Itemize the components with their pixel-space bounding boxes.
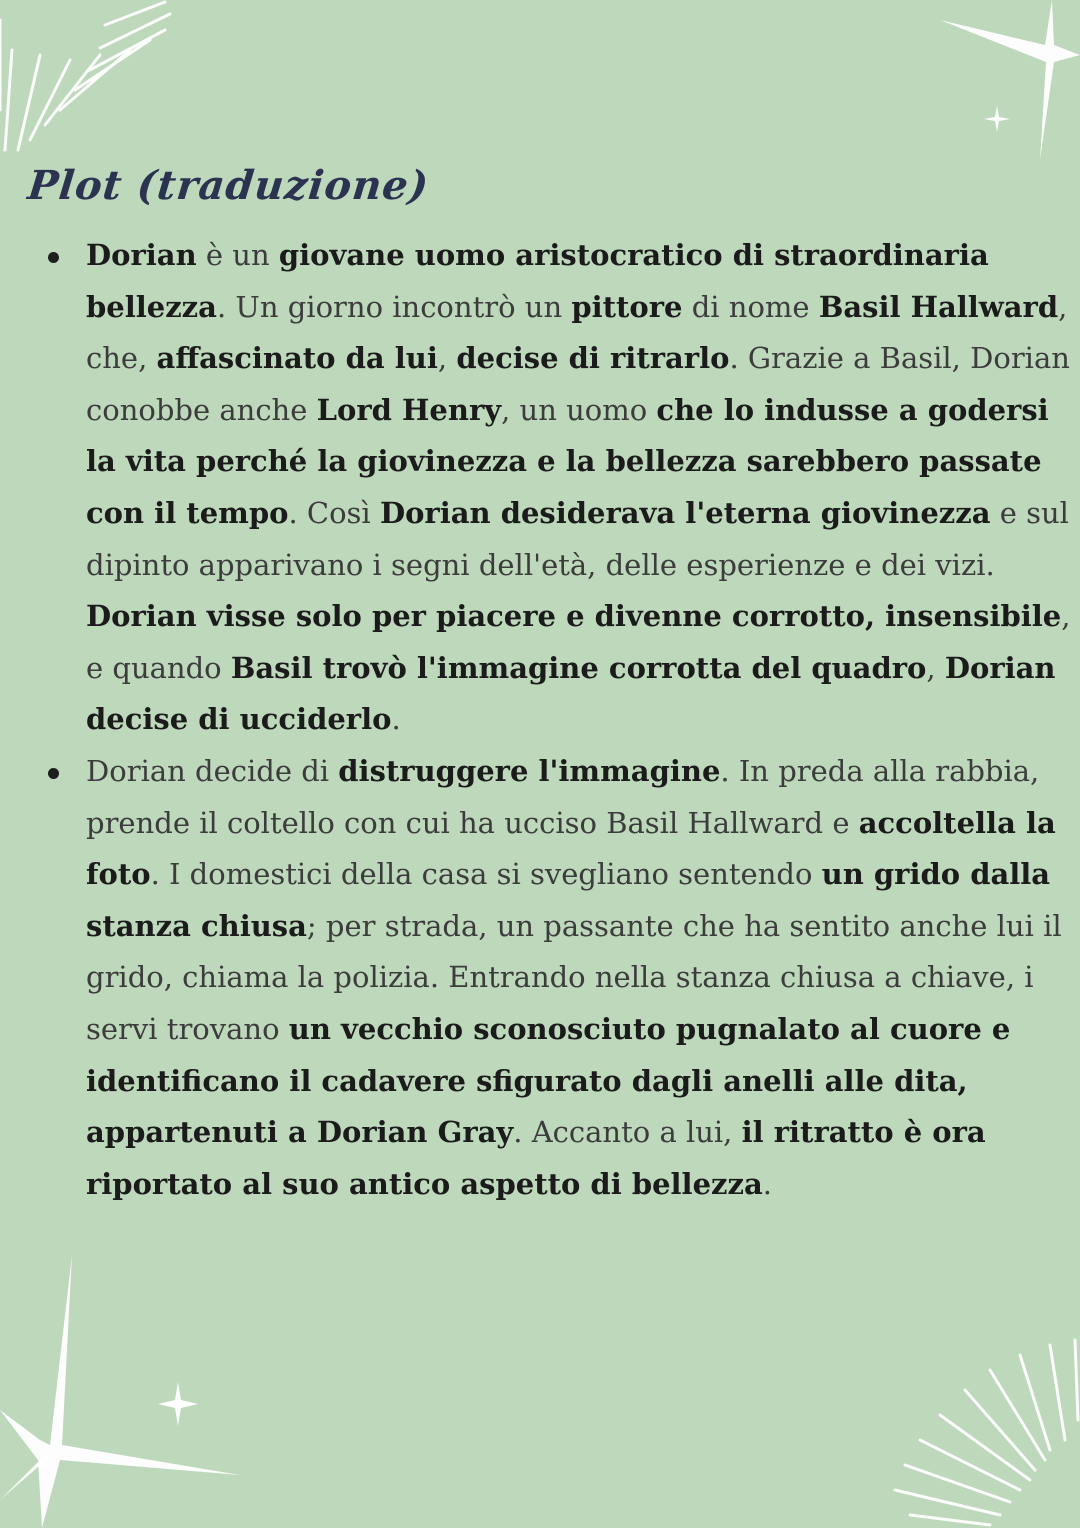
bullet-dot-icon — [48, 252, 59, 263]
text-segment: . — [762, 1166, 772, 1201]
text-segment: di nome — [682, 289, 819, 324]
bold-text-segment: Dorian desiderava l'eterna giovinezza — [379, 495, 991, 530]
bullet-dot-icon — [48, 768, 59, 779]
bold-text-segment: un vecchio sconosciuto pugnalato al cuore e identificano il cadavere sfigurato dagli anelli alle dita, appartenuti a Dorian Gray — [86, 1011, 1011, 1150]
text-segment: , che, — [86, 289, 1068, 376]
text-segment: . — [391, 702, 401, 737]
bold-text-segment: affascinato da lui — [156, 341, 438, 376]
page-title: Plot (traduzione) — [25, 162, 432, 209]
bold-text-segment: Lord Henry — [316, 392, 502, 427]
bold-text-segment: Basil trovò l'immagine corrotta del quadro — [230, 650, 927, 685]
bold-text-segment: il ritratto è ora riportato al suo antico aspetto di bellezza — [86, 1115, 986, 1201]
plot-paragraph — [86, 746, 1076, 1210]
text-segment: . In preda alla rabbia, prende il coltello con cui ha ucciso Basil Hallward e — [86, 753, 1040, 840]
text-segment: . Accanto a lui, — [513, 1115, 742, 1150]
bold-text-segment: Dorian decise di ucciderlo — [86, 650, 1056, 737]
bold-text-segment: che lo indusse a godersi la vita perché la giovinezza e la bellezza sarebbero passate con il tempo — [86, 392, 1049, 530]
text-segment: . Grazie a Basil, Dorian conobbe anche — [86, 341, 1070, 427]
text-segment: , e quando — [86, 599, 1071, 685]
bold-text-segment: distruggere l'immagine — [338, 753, 721, 788]
bold-text-segment: decise di ritrarlo — [456, 341, 730, 376]
bold-text-segment: Dorian — [86, 238, 197, 272]
text-segment: ; per strada, un passante che ha sentito anche lui il grido, chiama la polizia. Entrando nella stanza chiusa a chiave, i servi trovano — [86, 908, 1062, 1046]
bold-text-segment: Basil Hallward — [818, 289, 1059, 324]
sparkle-bottom-left-icon — [0, 1250, 260, 1528]
text-segment: . I domestici della casa si svegliano sentendo — [150, 857, 822, 892]
bold-text-segment: un grido dalla stanza chiusa — [86, 857, 1051, 943]
text-segment: e sul dipinto apparivano i segni dell'età, delle esperienze e dei vizi. — [86, 495, 1069, 582]
sunburst-top-left-icon — [0, 0, 180, 160]
plot-bullet-list — [40, 230, 1076, 1210]
bold-text-segment: Dorian visse solo per piacere e divenne corrotto, insensibile — [86, 599, 1062, 634]
text-segment: . Un giorno incontrò un — [216, 289, 572, 324]
sparkle-top-right-icon — [930, 0, 1080, 170]
text-segment: Dorian decide di — [86, 753, 339, 788]
bold-text-segment: accoltella la foto — [86, 805, 1056, 892]
text-segment: , — [437, 341, 457, 376]
text-segment: è un — [196, 238, 279, 272]
bold-text-segment: pittore — [571, 289, 683, 324]
text-segment: , — [926, 650, 945, 685]
text-segment: , un uomo — [501, 392, 657, 427]
plot-paragraph — [86, 230, 1076, 746]
text-segment: . Così — [288, 495, 380, 530]
sunburst-bottom-right-icon — [870, 1330, 1080, 1528]
bold-text-segment: giovane uomo aristocratico di straordinaria bellezza — [86, 238, 989, 324]
